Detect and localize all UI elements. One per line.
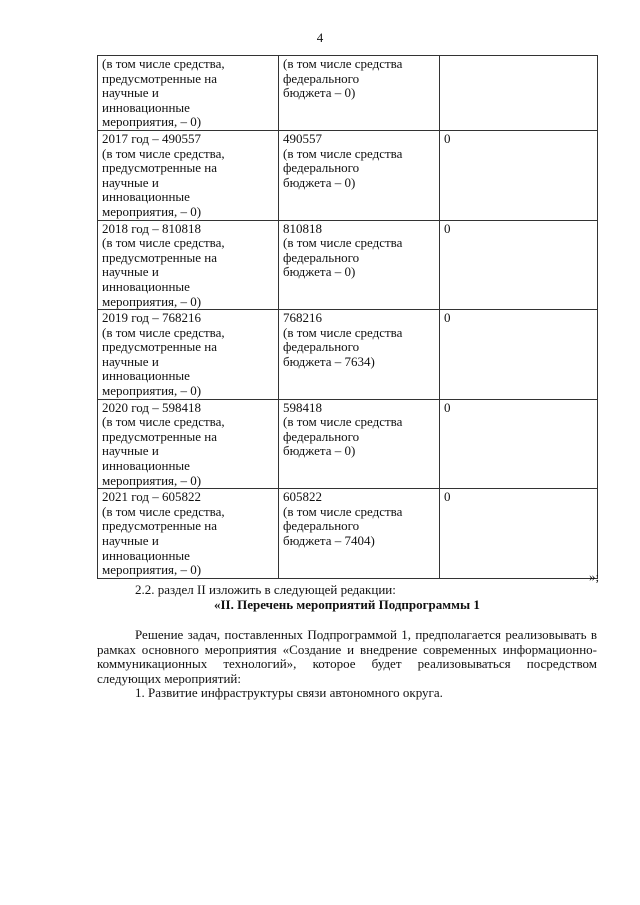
page-number: 4 <box>316 30 324 45</box>
table-cell <box>279 130 440 220</box>
cell-line: 598418 <box>283 399 322 415</box>
cell-line: 768216 <box>283 310 322 326</box>
table-cell <box>440 399 598 489</box>
table-row <box>98 220 598 310</box>
table-cell <box>279 489 440 579</box>
cell-line: 0 <box>444 310 451 326</box>
budget-table <box>97 55 598 579</box>
table-cell <box>279 399 440 489</box>
cell-line: (в том числе средства, <box>102 145 225 161</box>
cell-line: (в том числе средства, <box>102 503 225 519</box>
cell-line: предусмотренные на <box>102 428 218 444</box>
table-cell <box>279 56 440 131</box>
table-cell <box>279 310 440 400</box>
cell-line: мероприятия, – 0) <box>102 114 202 130</box>
cell-line: предусмотренные на <box>102 339 218 355</box>
item-heading: 2.2. раздел II изложить в следующей редакции: <box>135 582 396 597</box>
table-row <box>98 56 598 131</box>
cell-line: (в том числе средства, <box>102 324 225 340</box>
cell-line: (в том числе средства, <box>102 414 225 430</box>
cell-line: федерального <box>283 249 360 265</box>
cell-line: 490557 <box>283 130 322 146</box>
cell-line: федерального <box>283 339 360 355</box>
cell-line: инновационные <box>102 458 190 474</box>
cell-line: 0 <box>444 130 451 146</box>
closing-quote: »; <box>589 569 600 584</box>
table-row <box>98 310 598 400</box>
cell-line: (в том числе средства <box>283 414 403 430</box>
cell-line: 0 <box>444 489 451 505</box>
table-cell <box>98 310 279 400</box>
cell-line: федерального <box>283 428 360 444</box>
cell-line: бюджета – 0) <box>283 264 356 280</box>
cell-line: предусмотренные на <box>102 160 218 176</box>
table-row <box>98 130 598 220</box>
table-cell <box>98 56 279 131</box>
cell-line: предусмотренные на <box>102 70 218 86</box>
cell-line: научные и <box>102 174 159 190</box>
cell-line: 2019 год – 768216 <box>102 310 201 326</box>
cell-line: научные и <box>102 264 159 280</box>
cell-line: научные и <box>102 85 159 101</box>
cell-line: мероприятия, – 0) <box>102 472 202 488</box>
cell-line: инновационные <box>102 547 190 563</box>
table-cell <box>440 489 598 579</box>
table-cell <box>98 399 279 489</box>
section-heading: «II. Перечень мероприятий Подпрограммы 1 <box>214 597 480 612</box>
cell-line: (в том числе средства <box>283 56 403 71</box>
cell-line: научные и <box>102 533 159 548</box>
table-row <box>98 399 598 489</box>
cell-line: мероприятия, – 0) <box>102 293 202 309</box>
body-paragraph: Решение задач, поставленных Подпрограммой 1, предполагается реализовывать в рамках основного мероприятия «Создание и внедрение современных информационно-коммуникационных технологий», которое будет реализовываться посредством следующих мероприятий: <box>97 627 597 686</box>
cell-line: бюджета – 7404) <box>283 533 375 548</box>
cell-line: 2020 год – 598418 <box>102 399 201 415</box>
table-cell <box>279 220 440 310</box>
cell-line: мероприятия, – 0) <box>102 203 202 219</box>
cell-line: 2021 год – 605822 <box>102 489 201 505</box>
cell-line: мероприятия, – 0) <box>102 562 202 578</box>
cell-line: 605822 <box>283 489 322 505</box>
cell-line: инновационные <box>102 278 190 294</box>
table-cell <box>440 310 598 400</box>
table-cell <box>98 489 279 579</box>
table-cell <box>440 220 598 310</box>
cell-line: (в том числе средства <box>283 145 403 161</box>
cell-line: инновационные <box>102 99 190 115</box>
table-cell <box>98 220 279 310</box>
cell-line: федерального <box>283 70 360 86</box>
cell-line: (в том числе средства, <box>102 235 225 251</box>
cell-line: предусмотренные на <box>102 249 218 265</box>
cell-line: (в том числе средства <box>283 324 403 340</box>
cell-line: (в том числе средства, <box>102 56 225 71</box>
cell-line: 2018 год – 810818 <box>102 220 201 236</box>
cell-line: бюджета – 7634) <box>283 353 375 369</box>
cell-line: бюджета – 0) <box>283 174 356 190</box>
budget-table-body <box>98 56 598 579</box>
cell-line: предусмотренные на <box>102 518 218 534</box>
cell-line: научные и <box>102 443 159 459</box>
cell-line: федерального <box>283 160 360 176</box>
cell-line: федерального <box>283 518 360 534</box>
cell-line: бюджета – 0) <box>283 85 356 101</box>
cell-line: инновационные <box>102 189 190 205</box>
table-row <box>98 489 598 579</box>
cell-line: научные и <box>102 353 159 369</box>
table-cell <box>440 130 598 220</box>
cell-line: бюджета – 0) <box>283 443 356 459</box>
table-cell <box>98 130 279 220</box>
cell-line: мероприятия, – 0) <box>102 383 202 399</box>
cell-line: 0 <box>444 220 451 236</box>
cell-line: 2017 год – 490557 <box>102 130 201 146</box>
cell-line: (в том числе средства <box>283 235 403 251</box>
cell-line: инновационные <box>102 368 190 384</box>
cell-line: 810818 <box>283 220 322 236</box>
cell-line: (в том числе средства <box>283 503 403 519</box>
cell-line: 0 <box>444 399 451 415</box>
list-item: 1. Развитие инфраструктуры связи автономного округа. <box>135 685 443 700</box>
table-cell <box>440 56 598 131</box>
